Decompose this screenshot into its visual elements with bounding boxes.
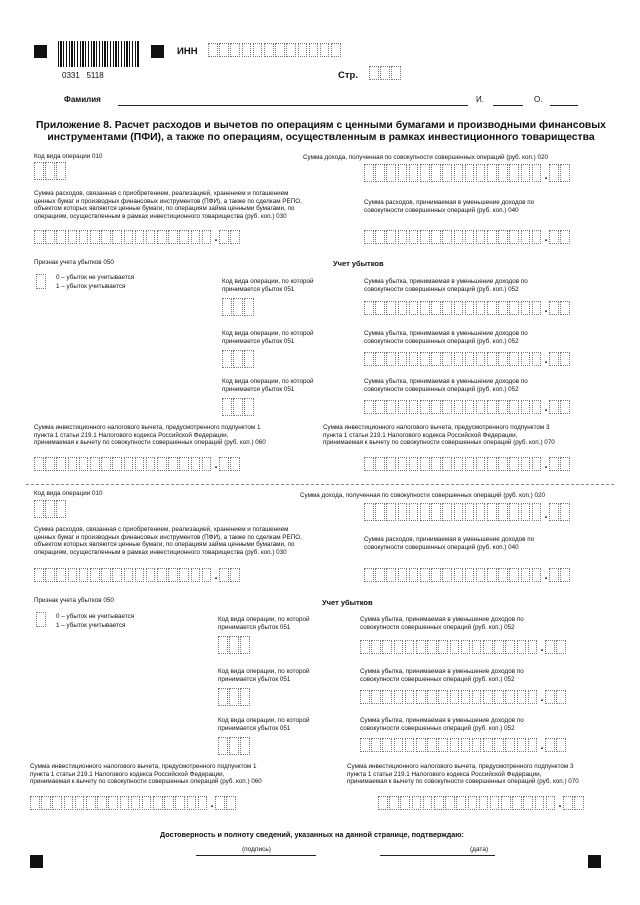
patronymic-label: О. bbox=[534, 95, 543, 104]
loss-op-code-field-b2-1[interactable] bbox=[218, 636, 252, 654]
deduction-070-field[interactable]: . bbox=[364, 457, 571, 471]
date-field[interactable] bbox=[380, 855, 495, 856]
loss-op-code-label-b2-3: Код вида операции, по которой принимается убыток 051 bbox=[218, 717, 310, 732]
loss-op-code-label-3: Код вида операции, по которой принимается убыток 051 bbox=[222, 378, 314, 393]
deduction-060-label-b2: Сумма инвестиционного налогового вычета, предусмотренного подпунктом 1 пункта 1 статьи 219.1 Налогового кодекса Российской Федерации, принимаемая к вычету по совокупности совершенных операций (руб. коп.) 060 bbox=[30, 763, 262, 786]
loss-op-code-field-2[interactable] bbox=[222, 350, 256, 368]
loss-sum-field-1[interactable]: . bbox=[364, 301, 571, 315]
inn-field[interactable] bbox=[208, 43, 342, 57]
date-caption: (дата) bbox=[470, 846, 489, 853]
deduction-060-label: Сумма инвестиционного налогового вычета, предусмотренного подпунктом 1 пункта 1 статьи 219.1 Налогового кодекса Российской Федерации, принимаемая к вычету по совокупности совершенных операций (руб. коп.) 060 bbox=[34, 424, 266, 447]
loss-sign-field[interactable] bbox=[36, 274, 46, 289]
patronymic-field[interactable] bbox=[550, 105, 578, 106]
loss-yes-option: 1 – убыток учитывается bbox=[56, 283, 126, 290]
loss-op-code-label-b2-2: Код вида операции, по которой принимается убыток 051 bbox=[218, 668, 310, 683]
op-code-label: Код вида операции 010 bbox=[34, 153, 103, 160]
income-label-b2: Сумма дохода, полученная по совокупности совершенных операций (руб. коп.) 020 bbox=[300, 492, 546, 499]
expenses-label-b2: Сумма расходов, связанная с приобретением, реализацией, хранением и погашением ценных бумаг и производных финансовых инструментов (ПФИ), а также по сделкам РЕПО, объектом которых являются ценные бумаги, по операциям займа ценными бумагами, по операциям, осуществленным в рамках инвестиционного товарищества (руб. коп.) 030 bbox=[34, 526, 302, 556]
deduction-070-label-b2: Сумма инвестиционного налогового вычета, предусмотренного подпунктом 3 пункта 1 статьи 219.1 Налогового кодекса Российской Федерации, принимаемая к вычету по совокупности совершенных операций (руб. коп.) 070 bbox=[347, 763, 579, 786]
page-title: Приложение 8. Расчет расходов и вычетов по операциям с ценными бумагами и производными финансовых инструментами (ПФИ), а также по операциям, осуществленным в рамках инвестиционного товарищества bbox=[36, 120, 606, 143]
loss-op-code-label-2: Код вида операции, по которой принимается убыток 051 bbox=[222, 330, 314, 345]
loss-sum-label-2: Сумма убытка, принимаемая в уменьшение доходов по совокупности совершенных операций (руб. коп.) 052 bbox=[364, 330, 528, 345]
loss-sign-field-b2[interactable] bbox=[36, 612, 46, 627]
deduction-070-label: Сумма инвестиционного налогового вычета, предусмотренного подпунктом 3 пункта 1 статьи 219.1 Налогового кодекса Российской Федерации, принимаемая к вычету по совокупности совершенных операций (руб. коп.) 070 bbox=[323, 424, 555, 447]
barcode-number: 0331 5118 bbox=[62, 71, 104, 80]
loss-op-code-label-b2-1: Код вида операции, по которой принимается убыток 051 bbox=[218, 616, 310, 631]
loss-sum-label-b2-1: Сумма убытка, принимаемая в уменьшение доходов по совокупности совершенных операций (руб. коп.) 052 bbox=[360, 616, 524, 631]
page-number-field[interactable] bbox=[369, 66, 403, 80]
loss-sum-field-3[interactable]: . bbox=[364, 400, 571, 414]
expenses-reduce-field-b2[interactable]: . bbox=[364, 568, 571, 582]
op-code-field-b2[interactable] bbox=[34, 500, 68, 518]
confirmation-text: Достоверность и полноту сведений, указанных на данной странице, подтверждаю: bbox=[160, 830, 464, 839]
loss-not-option: 0 – убыток не учитывается bbox=[56, 274, 135, 281]
surname-field[interactable] bbox=[118, 105, 468, 106]
expenses-field[interactable]: . bbox=[34, 230, 241, 244]
corner-marker-top-mid bbox=[151, 45, 164, 58]
signature-caption: (подпись) bbox=[242, 846, 271, 853]
inn-label: ИНН bbox=[177, 46, 198, 57]
name-field[interactable] bbox=[493, 105, 523, 106]
loss-sign-label: Признак учета убытков 050 bbox=[34, 259, 114, 266]
corner-marker-bottom-left bbox=[30, 855, 43, 868]
barcode bbox=[58, 41, 140, 67]
op-code-field[interactable] bbox=[34, 162, 68, 180]
income-field-b2[interactable]: . bbox=[364, 503, 571, 521]
deduction-060-field[interactable]: . bbox=[34, 457, 241, 471]
loss-sign-label-b2: Признак учета убытков 050 bbox=[34, 597, 114, 604]
expenses-reduce-field[interactable]: . bbox=[364, 230, 571, 244]
loss-sum-field-b2-3[interactable]: . bbox=[360, 738, 567, 752]
expenses-label: Сумма расходов, связанная с приобретением, реализацией, хранением и погашением ценных бумаг и производных финансовых инструментов (ПФИ), а также по сделкам РЕПО, объектом которых являются ценные бумаги, по операциям займа ценными бумагами, по операциям, осуществленным в рамках инвестиционного товарищества (руб. коп.) 030 bbox=[34, 190, 302, 220]
signature-field[interactable] bbox=[196, 855, 316, 856]
surname-label: Фамилия bbox=[64, 95, 101, 104]
expenses-reduce-label-b2: Сумма расходов, принимаемая в уменьшение доходов по совокупности совершенных операций (руб. коп.) 040 bbox=[364, 536, 535, 551]
loss-sum-field-b2-2[interactable]: . bbox=[360, 690, 567, 704]
loss-accounting-heading-b2: Учет убытков bbox=[322, 598, 373, 607]
loss-op-code-field-b2-2[interactable] bbox=[218, 688, 252, 706]
loss-op-code-field-3[interactable] bbox=[222, 398, 256, 416]
deduction-060-field-b2[interactable]: . bbox=[30, 796, 237, 810]
loss-op-code-field-b2-3[interactable] bbox=[218, 737, 252, 755]
loss-op-code-label-1: Код вида операции, по которой принимается убыток 051 bbox=[222, 278, 314, 293]
loss-sum-field-b2-1[interactable]: . bbox=[360, 640, 567, 654]
corner-marker-top-left bbox=[34, 45, 47, 58]
name-label: И. bbox=[476, 95, 484, 104]
corner-marker-bottom-right bbox=[588, 855, 601, 868]
loss-yes-option-b2: 1 – убыток учитывается bbox=[56, 622, 126, 629]
loss-sum-label-b2-2: Сумма убытка, принимаемая в уменьшение доходов по совокупности совершенных операций (руб. коп.) 052 bbox=[360, 668, 524, 683]
page-label: Стр. bbox=[338, 70, 358, 81]
income-label: Сумма дохода, полученная по совокупности совершенных операций (руб. коп.) 020 bbox=[303, 154, 549, 161]
loss-sum-field-2[interactable]: . bbox=[364, 352, 571, 366]
loss-sum-label-b2-3: Сумма убытка, принимаемая в уменьшение доходов по совокупности совершенных операций (руб. коп.) 052 bbox=[360, 717, 524, 732]
loss-not-option-b2: 0 – убыток не учитывается bbox=[56, 613, 135, 620]
income-field[interactable]: . bbox=[364, 164, 571, 182]
expenses-reduce-label: Сумма расходов, принимаемая в уменьшение доходов по совокупности совершенных операций (руб. коп.) 040 bbox=[364, 199, 535, 214]
loss-accounting-heading: Учет убытков bbox=[333, 259, 384, 268]
loss-sum-label-1: Сумма убытка, принимаемая в уменьшение доходов по совокупности совершенных операций (руб. коп.) 052 bbox=[364, 278, 528, 293]
section-divider bbox=[26, 484, 614, 485]
deduction-070-field-b2[interactable]: . bbox=[378, 796, 585, 810]
loss-op-code-field-1[interactable] bbox=[222, 298, 256, 316]
op-code-label-b2: Код вида операции 010 bbox=[34, 490, 103, 497]
loss-sum-label-3: Сумма убытка, принимаемая в уменьшение доходов по совокупности совершенных операций (руб. коп.) 052 bbox=[364, 378, 528, 393]
expenses-field-b2[interactable]: . bbox=[34, 568, 241, 582]
